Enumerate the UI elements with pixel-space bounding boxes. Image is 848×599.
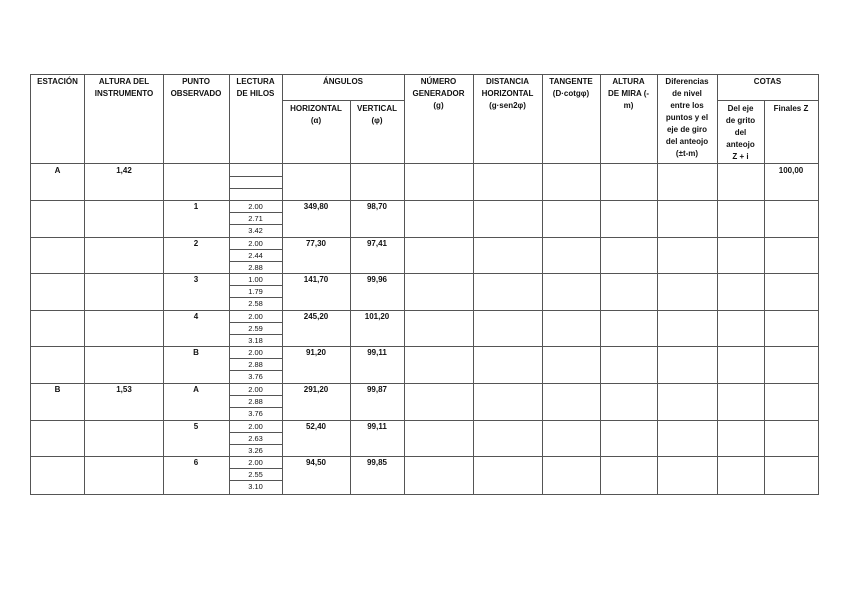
row-lectura-hilo: 2.55 [248, 470, 263, 479]
header-estacion: ESTACIÓN [37, 77, 78, 86]
header-punto-line2: OBSERVADO [170, 89, 222, 98]
header-horizontal: HORIZONTAL [290, 104, 342, 113]
row-punto-observado: 2 [193, 239, 199, 248]
row-line [30, 456, 819, 457]
row-line [30, 163, 819, 164]
row-lectura-hilo: 2.58 [248, 299, 263, 308]
header-distancia-line1: DISTANCIA [486, 77, 529, 86]
row-lectura-hilo: 2.88 [248, 397, 263, 406]
header-distancia-line3: (g·sen2φ) [489, 101, 526, 110]
header-diferencias-line2: de nivel [672, 89, 702, 98]
row-angulo-vertical: 97,41 [366, 239, 388, 248]
header-punto-line1: PUNTO [182, 77, 210, 86]
row-angulo-vertical: 99,11 [367, 422, 387, 431]
row-angulo-vertical: 99,87 [366, 385, 388, 394]
station-a-estacion: A [54, 166, 61, 175]
row-angulo-horizontal: 94,50 [305, 458, 327, 467]
header-tangente-line1: TANGENTE [549, 77, 593, 86]
row-lectura-hilo: 3.10 [248, 482, 263, 491]
row-lectura-hilo: 3.76 [248, 409, 263, 418]
row-lectura-hilo: 2.00 [248, 239, 263, 248]
row-angulo-vertical: 98,70 [366, 202, 388, 211]
row-lectura-hilo: 1.00 [248, 275, 263, 284]
header-diferencias-line6: del anteojo [665, 137, 709, 146]
row-lectura-hilo: 2.00 [248, 202, 263, 211]
column-line [600, 74, 601, 495]
header-altura-instrumento-line1: ALTURA DEL [98, 77, 150, 86]
row-line [30, 200, 819, 201]
row-lectura-hilo: 3.26 [248, 446, 263, 455]
row-lectura-hilo: 2.63 [248, 434, 263, 443]
column-line [30, 74, 31, 495]
header-cotas: COTAS [753, 77, 782, 86]
row-lectura-hilo: 2.00 [248, 422, 263, 431]
header-eje-line3: del [734, 128, 747, 137]
row-lectura-hilo: 1.79 [248, 287, 263, 296]
row-altura-instrumento: 1,53 [116, 385, 132, 394]
row-line [30, 273, 819, 274]
header-numero-line1: NÚMERO [420, 77, 457, 86]
header-diferencias-line1: Diferencias [665, 77, 709, 86]
row-lectura-hilo: 2.71 [248, 214, 263, 223]
row-angulo-vertical: 101,20 [364, 312, 390, 321]
row-punto-observado: 5 [193, 422, 199, 431]
header-horizontal-symbol: (α) [310, 116, 322, 125]
column-line [542, 74, 543, 495]
subcolumn-line [764, 100, 765, 495]
row-lectura-hilo: 2.88 [248, 360, 263, 369]
row-lectura-hilo: 2.88 [248, 263, 263, 272]
row-line [30, 346, 819, 347]
row-angulo-horizontal: 91,20 [305, 348, 327, 357]
header-tangente-line2: (D·cotgφ) [552, 89, 590, 98]
header-eje-line4: anteojo [726, 140, 755, 149]
header-angulos: ÁNGULOS [323, 77, 363, 86]
row-line [30, 74, 819, 75]
header-lectura-line2: DE HILOS [236, 89, 275, 98]
row-angulo-vertical: 99,85 [366, 458, 388, 467]
row-angulo-horizontal: 141,70 [303, 275, 329, 284]
header-distancia-line2: HORIZONTAL [481, 89, 534, 98]
row-angulo-horizontal: 245,20 [303, 312, 329, 321]
row-lectura-hilo: 2.59 [248, 324, 263, 333]
row-lectura-hilo: 2.00 [248, 312, 263, 321]
row-angulo-horizontal: 52,40 [305, 422, 327, 431]
header-finales: Finales Z [773, 104, 809, 113]
row-estacion: B [54, 385, 61, 394]
cotas-subheader-line [717, 100, 818, 101]
row-punto-observado: 4 [193, 312, 199, 321]
header-diferencias-line5: eje de giro [666, 125, 707, 134]
row-angulo-vertical: 99,11 [367, 348, 387, 357]
header-vertical: VERTICAL [357, 104, 397, 113]
row-line [30, 310, 819, 311]
header-numero-line2: GENERADOR [412, 89, 465, 98]
row-punto-observado: B [193, 348, 199, 357]
row-lectura-hilo: 2.44 [248, 251, 263, 260]
header-eje-line2: de grito [725, 116, 756, 125]
row-angulo-horizontal: 349,80 [303, 202, 329, 211]
header-eje-line1: Del eje [727, 104, 754, 113]
row-line [30, 494, 819, 495]
row-lectura-hilo: 2.00 [248, 458, 263, 467]
header-altura-mira-line3: m) [623, 101, 634, 110]
row-punto-observado: 3 [193, 275, 199, 284]
row-punto-observado: 6 [193, 458, 199, 467]
column-line [84, 74, 85, 495]
row-angulo-horizontal: 291,20 [303, 385, 329, 394]
row-lectura-hilo: 3.42 [248, 226, 263, 235]
column-line [818, 74, 819, 495]
row-angulo-horizontal: 77,30 [305, 239, 327, 248]
row-lectura-hilo: 2.00 [248, 348, 263, 357]
column-line [473, 74, 474, 495]
lectura-subrow-line [229, 188, 282, 189]
angulos-subheader-line [282, 100, 404, 101]
row-punto-observado: 1 [193, 202, 199, 211]
row-line [30, 237, 819, 238]
row-lectura-hilo: 3.76 [248, 372, 263, 381]
header-altura-instrumento-line2: INSTRUMENTO [94, 89, 154, 98]
row-lectura-hilo: 3.18 [248, 336, 263, 345]
row-angulo-vertical: 99,96 [366, 275, 388, 284]
row-punto-observado: A [193, 385, 199, 394]
header-diferencias-line4: puntos y el [665, 113, 709, 122]
lectura-subrow-line [229, 176, 282, 177]
header-diferencias-line3: entre los [670, 101, 704, 110]
header-numero-line3: (g) [433, 101, 444, 110]
header-lectura-line1: LECTURA [236, 77, 275, 86]
row-lectura-hilo: 2.00 [248, 385, 263, 394]
station-a-altura: 1,42 [116, 166, 132, 175]
header-vertical-symbol: (φ) [371, 116, 383, 125]
row-line [30, 420, 819, 421]
header-altura-mira-line1: ALTURA [612, 77, 645, 86]
column-line [404, 74, 405, 495]
header-eje-line5: Z + i [732, 152, 749, 161]
subcolumn-line [350, 100, 351, 495]
header-diferencias-line7: (±t-m) [675, 149, 699, 158]
station-a-cota-final: 100,00 [778, 166, 804, 175]
header-altura-mira-line2: DE MIRA (- [607, 89, 650, 98]
